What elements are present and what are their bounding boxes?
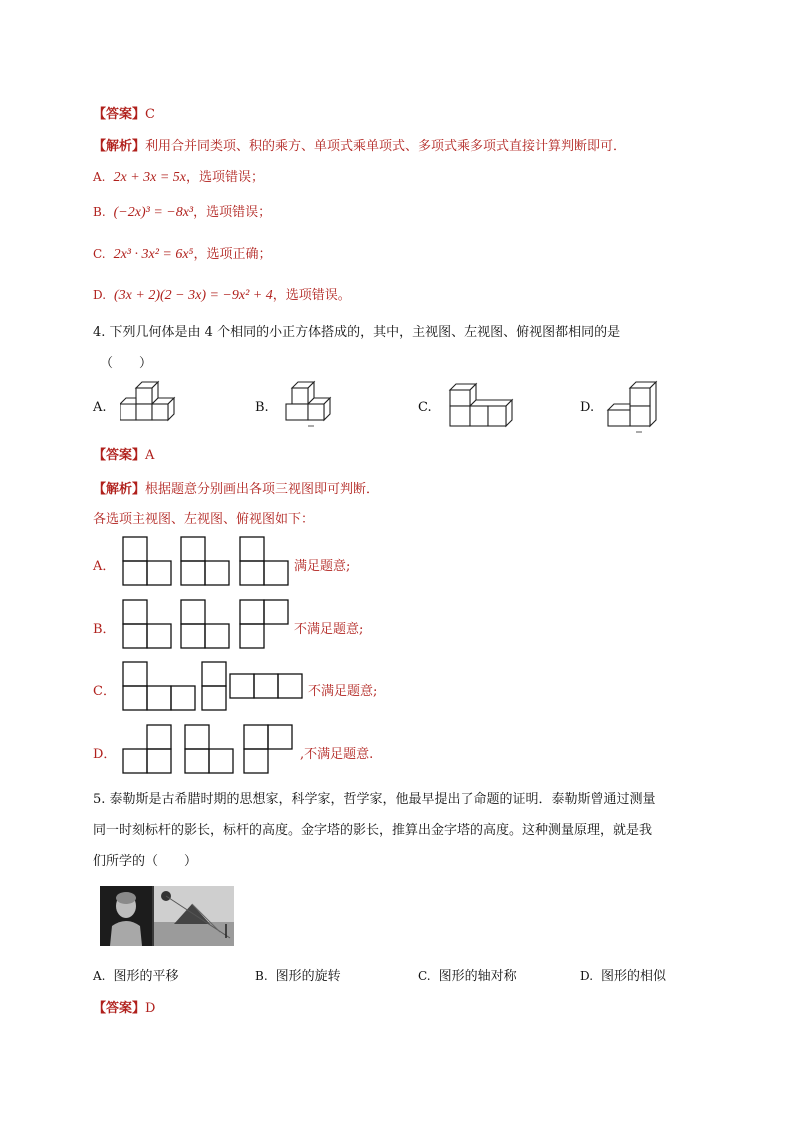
views-b-note: 不满足题意; bbox=[294, 622, 364, 637]
answer-q4: 【答案】A bbox=[93, 448, 155, 463]
analysis-q3: 【解析】利用合并同类项、积的乘方、单项式乘单项式、多项式乘多项式直接计算判断即可． bbox=[93, 139, 627, 154]
views-d-note: ,不满足题意. bbox=[300, 747, 374, 762]
q4-option-c-label: C. bbox=[418, 400, 432, 415]
q4-paren: （ ） bbox=[100, 356, 153, 371]
q5-option-d: D. 图形的相似 bbox=[580, 969, 667, 984]
views-c-note: 不满足题意; bbox=[308, 684, 378, 699]
answer-q3: 【答案】C bbox=[93, 107, 155, 122]
q5-line3: 们所学的（ ） bbox=[93, 854, 198, 869]
q4-stem: 4. 下列几何体是由 4 个相同的小正方体搭成的，其中，主视图、左视图、俯视图都相同的是 bbox=[93, 325, 621, 340]
views-a-letter: A． bbox=[93, 559, 116, 574]
q5-line1: 5. 泰勒斯是古希腊时期的思想家，科学家，哲学家，他最早提出了命题的证明．泰勒斯曾通过测量 bbox=[93, 792, 656, 807]
views-a-figures bbox=[122, 536, 294, 588]
q5-option-c: C. 图形的轴对称 bbox=[418, 969, 517, 984]
views-b-letter: B． bbox=[93, 622, 116, 637]
q5-line2: 同一时刻标杆的影长，标杆的高度。金字塔的影长，推算出金字塔的高度。这种测量原理，就是我 bbox=[93, 823, 653, 838]
views-c-letter: C． bbox=[93, 684, 116, 699]
q3-item-a: A. 2x + 3x = 5x，选项错误； bbox=[93, 170, 265, 185]
q4-figure-c bbox=[446, 380, 518, 432]
q3-item-b: B. (−2x)³ = −8x³，选项错误； bbox=[93, 205, 272, 220]
q4-figure-d bbox=[604, 380, 664, 436]
q4-option-a-label: A. bbox=[93, 400, 107, 415]
answer-q5: 【答案】D bbox=[93, 1001, 156, 1016]
q5-option-b: B. 图形的旋转 bbox=[255, 969, 341, 984]
views-a-note: 满足题意; bbox=[294, 559, 351, 574]
q4-figure-a bbox=[120, 380, 180, 432]
q4-option-b-label: B. bbox=[255, 400, 269, 415]
views-intro: 各选项主视图、左视图、俯视图如下： bbox=[93, 512, 315, 527]
q3-item-d: D. (3x + 2)(2 − 3x) = −9x² + 4，选项错误。 bbox=[93, 288, 351, 303]
q3-item-c: C. 2x³ · 3x² = 6x⁵，选项正确； bbox=[93, 247, 272, 262]
q5-option-a: A. 图形的平移 bbox=[93, 969, 179, 984]
thales-pyramid-image bbox=[100, 886, 234, 946]
views-c-figures bbox=[122, 661, 308, 713]
q4-figure-b bbox=[282, 380, 342, 432]
views-d-figures bbox=[122, 724, 300, 776]
views-d-letter: D． bbox=[93, 747, 117, 762]
q4-option-d-label: D. bbox=[580, 400, 595, 415]
views-b-figures bbox=[122, 599, 294, 651]
analysis-q4: 【解析】根据题意分别画出各项三视图即可判断． bbox=[93, 482, 380, 497]
